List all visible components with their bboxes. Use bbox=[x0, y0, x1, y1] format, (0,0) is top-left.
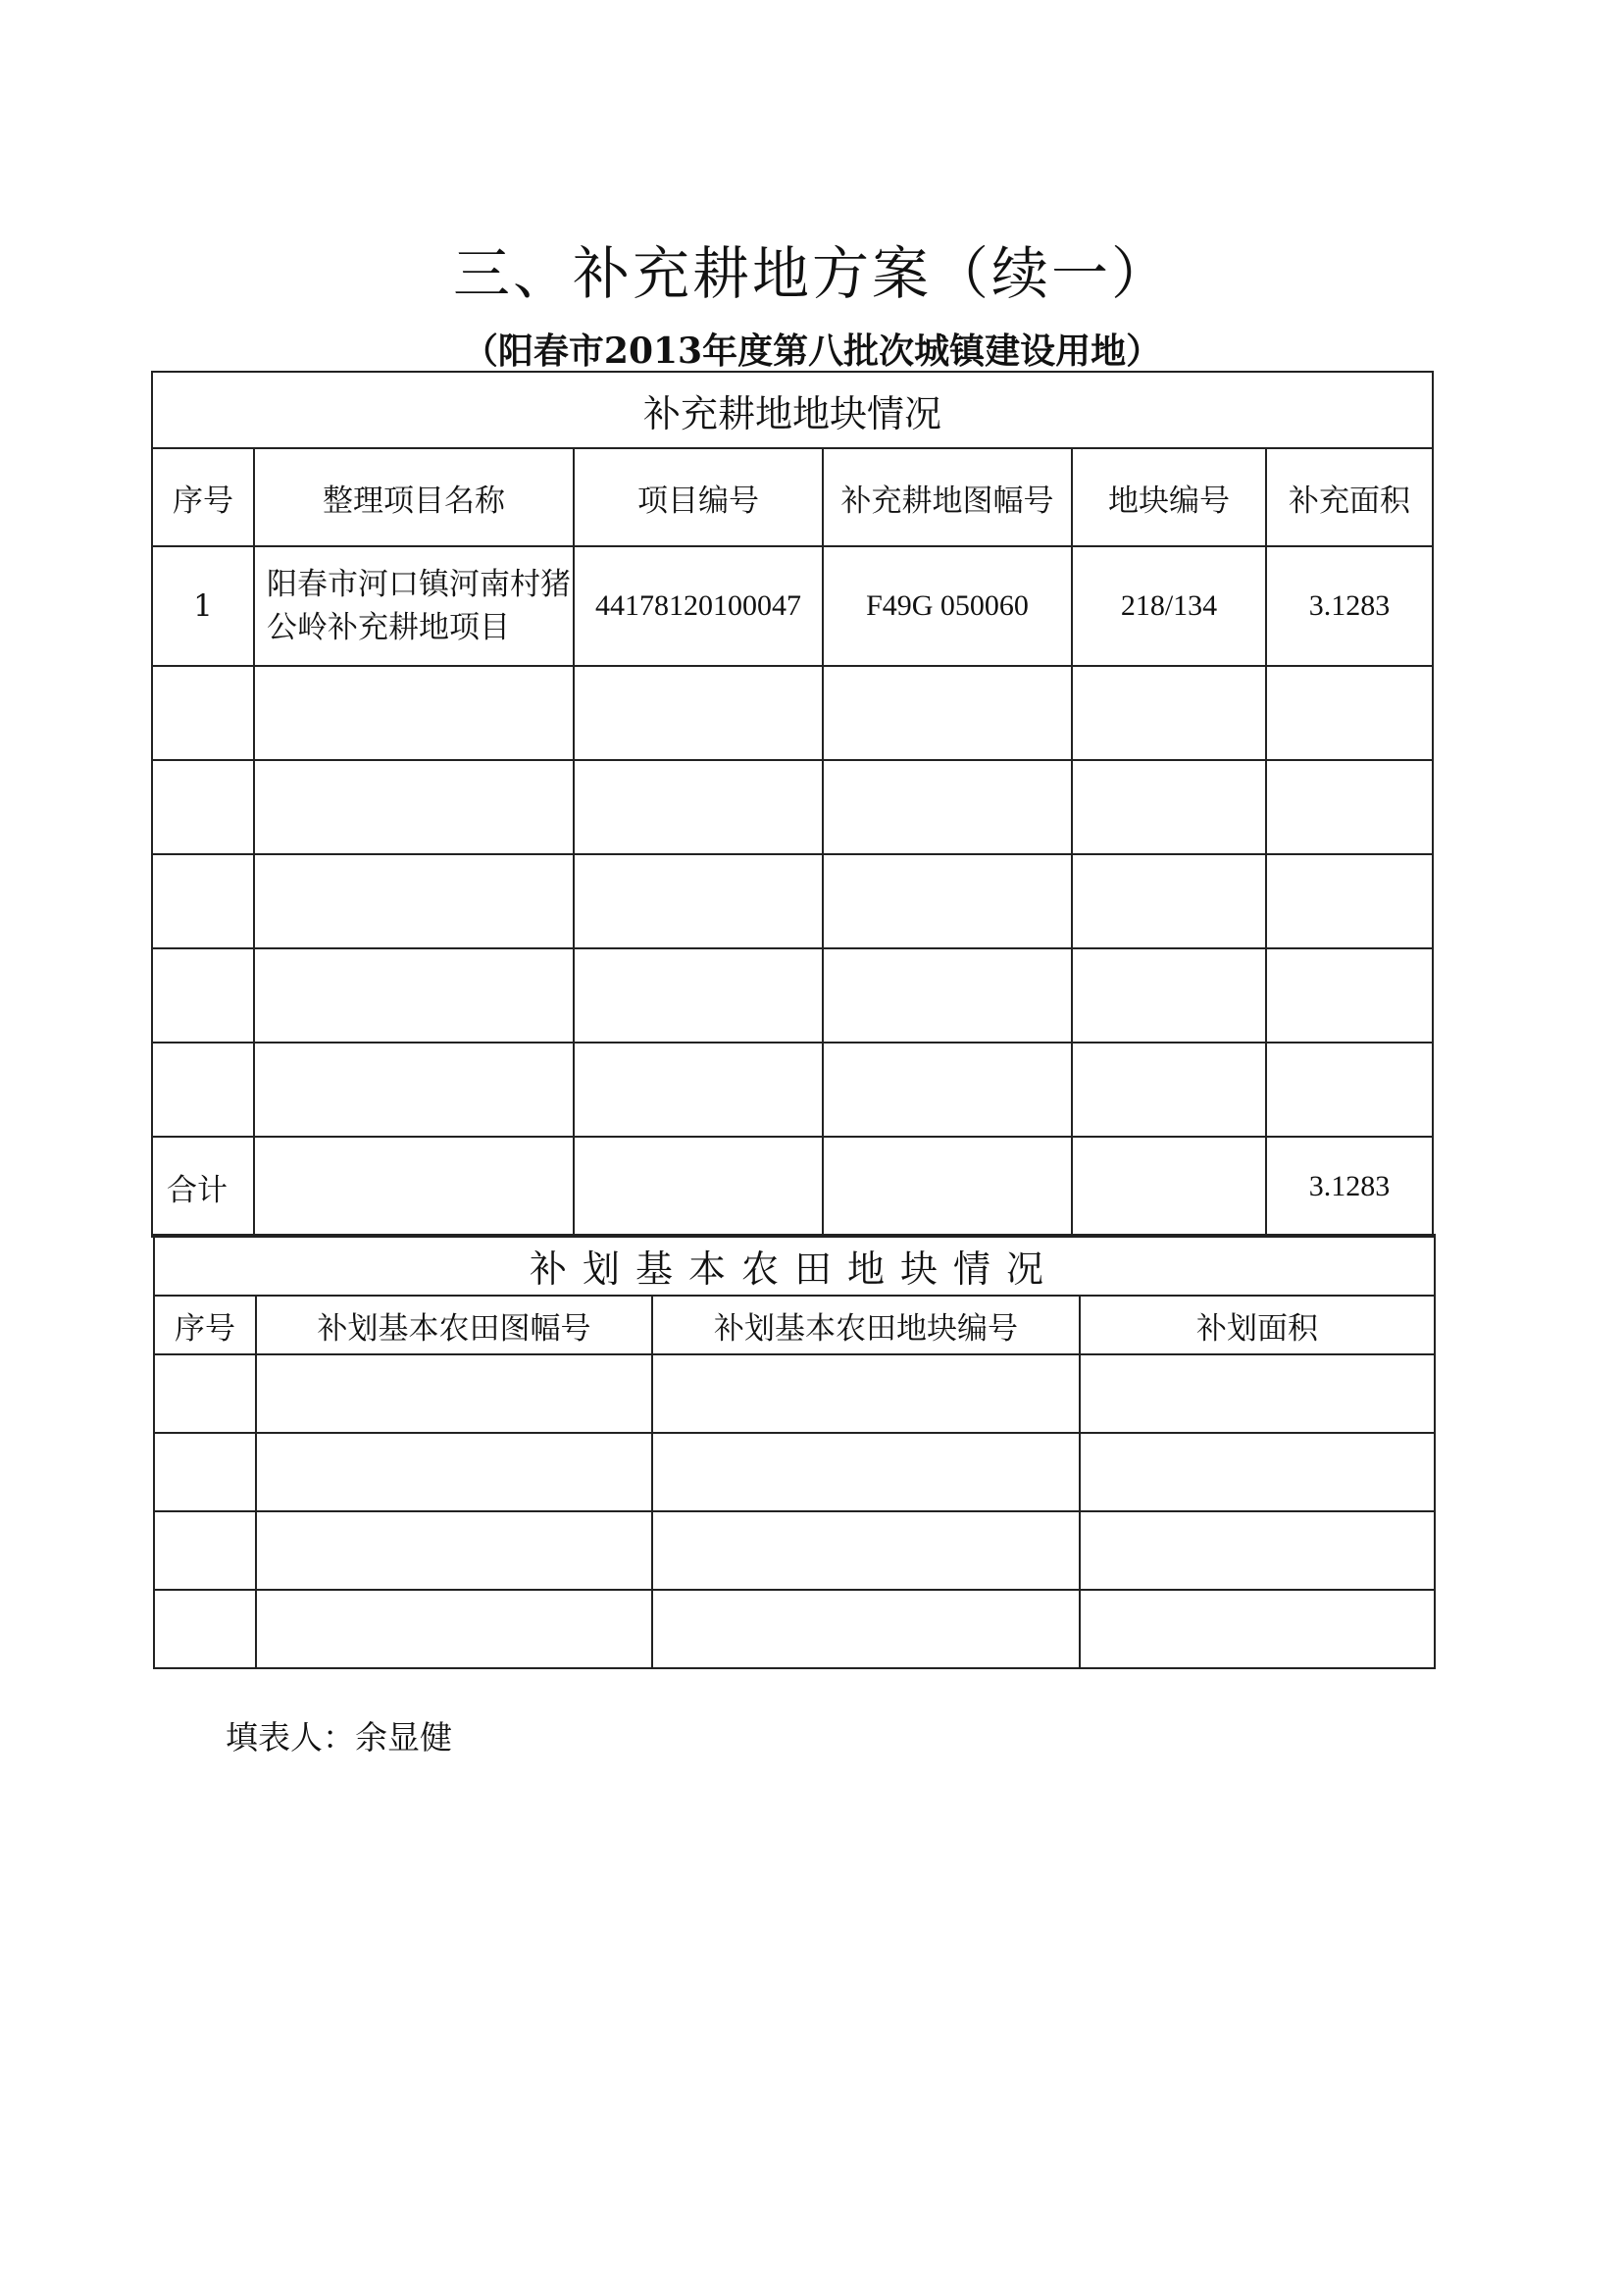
table-row bbox=[154, 1590, 1435, 1668]
table-row bbox=[152, 948, 1433, 1043]
column-header-map-sheet-no: 补充耕地图幅号 bbox=[823, 448, 1072, 546]
column-header-project-name: 整理项目名称 bbox=[254, 448, 574, 546]
supplement-farmland-table bbox=[151, 371, 1434, 1238]
column-header-project-no: 项目编号 bbox=[574, 448, 823, 546]
row-project-no: 44178120100047 bbox=[574, 546, 823, 666]
row-project-name: 阳春市河口镇河南村猪公岭补充耕地项目 bbox=[254, 546, 574, 666]
column-header-index: 序号 bbox=[154, 1296, 256, 1354]
document-subtitle: （阳春市2013年度第八批次城镇建设用地） bbox=[462, 331, 1162, 372]
row-map-sheet-no: F49G 050060 bbox=[823, 546, 1072, 666]
table-row bbox=[152, 854, 1433, 948]
column-header-index: 序号 bbox=[152, 448, 254, 546]
column-header-plot-no: 地块编号 bbox=[1072, 448, 1266, 546]
column-header-plot-no: 补划基本农田地块编号 bbox=[652, 1296, 1080, 1354]
total-area: 3.1283 bbox=[1266, 1137, 1433, 1237]
table-row bbox=[152, 666, 1433, 760]
row-plot-no: 218/134 bbox=[1072, 546, 1266, 666]
total-label: 合计 bbox=[152, 1137, 254, 1237]
supplement-section-heading: 补充耕地地块情况 bbox=[152, 372, 1433, 448]
filler-signature: 填表人：余显健 bbox=[226, 1718, 452, 1756]
row-area: 3.1283 bbox=[1266, 546, 1433, 666]
table-row bbox=[152, 546, 1433, 666]
total-row bbox=[152, 1137, 1433, 1237]
table-row bbox=[152, 1043, 1433, 1137]
column-header-area: 补划面积 bbox=[1080, 1296, 1435, 1354]
column-header-area: 补充面积 bbox=[1266, 448, 1433, 546]
table-row bbox=[154, 1354, 1435, 1433]
column-header-map-sheet-no: 补划基本农田图幅号 bbox=[256, 1296, 652, 1354]
row-index: 1 bbox=[152, 546, 254, 666]
table-row bbox=[154, 1433, 1435, 1511]
table-row bbox=[152, 760, 1433, 854]
farmland-table bbox=[153, 1234, 1436, 1669]
document-title: 三、补充耕地方案（续一） bbox=[452, 240, 1171, 307]
table-row bbox=[154, 1511, 1435, 1590]
farmland-section-heading: 补划基本农田地块情况 bbox=[154, 1235, 1435, 1296]
